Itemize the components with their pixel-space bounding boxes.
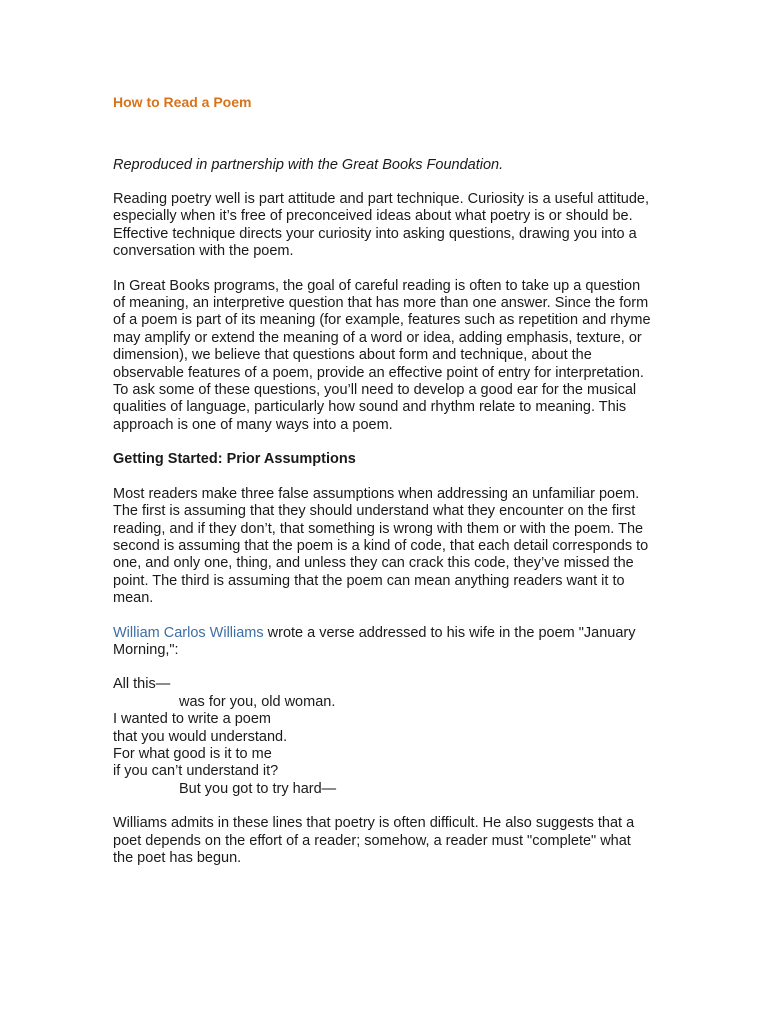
article-body [113, 92, 653, 867]
poem-line: All this— [113, 676, 171, 693]
section-heading: Getting Started: Prior Assumptions [113, 451, 356, 468]
poem-line: was for you, old woman. [179, 693, 336, 710]
credit-line: Reproduced in partnership with the Great Books Foundation. [113, 157, 504, 173]
poem-line: But you got to try hard— [179, 780, 337, 797]
intro-paragraph: Reading poetry well is part attitude and part technique. Curiosity is a useful attitude, especially when it’s free of preconceived ideas about what poetry is or should be. Effective technique directs your curiosity into asking questions, drawing you into a conversation with the poem. [113, 191, 649, 260]
poem-line: if you can’t understand it? [113, 763, 279, 780]
poem-line: For what good is it to me [113, 745, 272, 762]
williams-intro-text: wrote a verse addressed to his wife in the poem "January Morning,": [113, 624, 636, 658]
page-title: How to Read a Poem [113, 94, 252, 110]
assumptions-paragraph: Most readers make three false assumptions when addressing an unfamiliar poem. The first is assuming that they should understand what they encounter on the first reading, and if they don’t, that something is wrong with them or with the poem. The second is assuming that the poem is a kind of code, that each detail corresponds to one, and only one, thing, and unless they can crack this code, they’ve missed the point. The third is assuming that the poem can mean anything readers want it to mean. [113, 485, 649, 607]
williams-link[interactable]: William Carlos Williams [113, 624, 264, 641]
williams-intro-paragraph [113, 625, 653, 660]
closing-paragraph: Williams admits in these lines that poetry is often difficult. He also suggests that a poet depends on the effort of a reader; somehow, a reader must "complete" what the poet has begun. [113, 815, 635, 866]
great-books-paragraph: In Great Books programs, the goal of careful reading is often to take up a question of meaning, an interpretive question that has more than one answer. Since the form of a poem is part of its meaning (for example, features such as repetition and rhyme may amplify or extend the meaning of a word or idea, adding emphasis, texture, or dimension), we believe that questions about form and technique, about the observable features of a poem, provide an effective point of entry for interpretation. To ask some of these questions, you’ll need to develop a good ear for the musical qualities of language, particularly how sound and rhythm relate to meaning. This approach is one of many ways into a poem. [113, 277, 651, 433]
poem-line: that you would understand. [113, 728, 288, 745]
poem-line: I wanted to write a poem [113, 711, 271, 728]
poem-excerpt [113, 676, 653, 798]
